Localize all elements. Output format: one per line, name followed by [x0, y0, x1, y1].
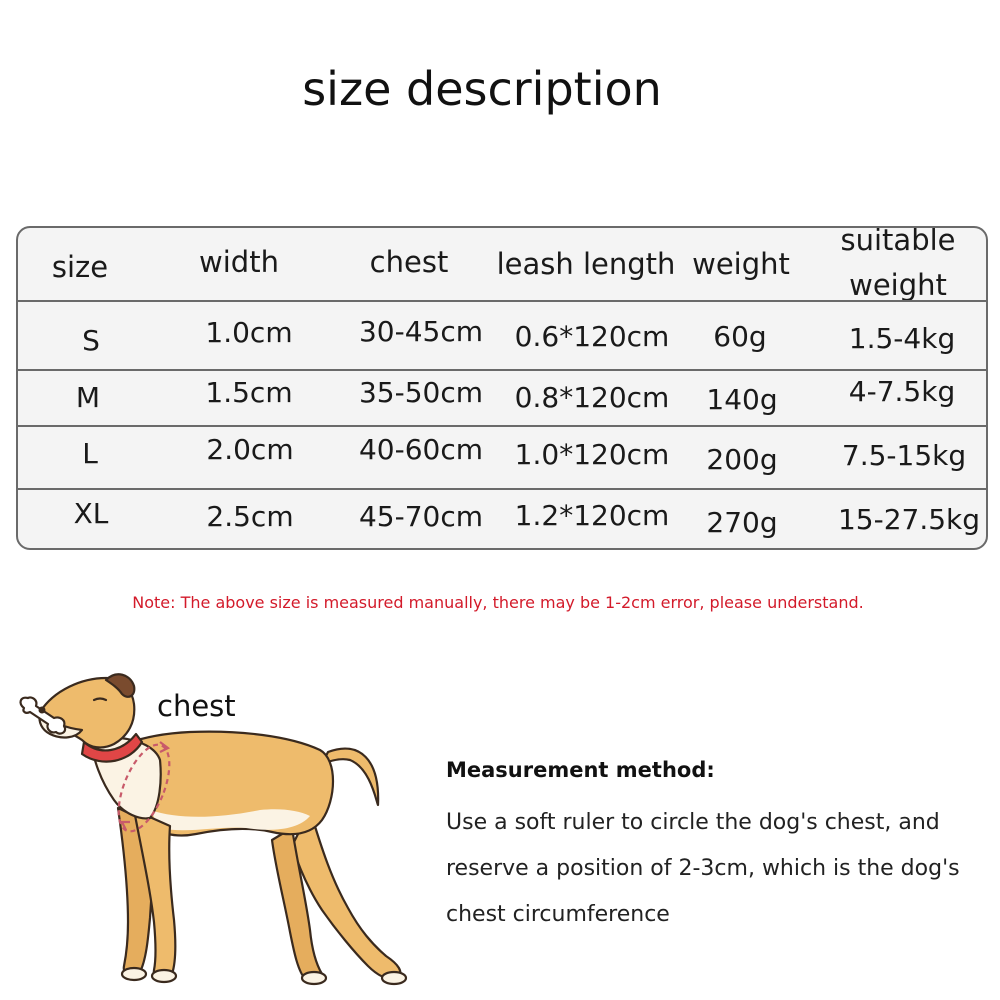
cell-weight: 200g [706, 443, 778, 476]
cell-size: S [82, 324, 100, 357]
cell-size: XL [73, 497, 109, 530]
dog-paw [122, 968, 146, 980]
table-header-row [18, 228, 986, 301]
cell-width: 1.0cm [205, 316, 293, 349]
cell-chest: 35-50cm [358, 376, 484, 409]
method-description: Use a soft ruler to circle the dog's chest, and reserve a position of 2-3cm, which is the dog's chest circumference [446, 810, 960, 927]
cell-width: 1.5cm [205, 376, 293, 409]
cell-size: M [75, 381, 101, 414]
dog-nose [39, 707, 46, 714]
header-suitable: suitable [840, 226, 956, 257]
header-leash-length: leash length [496, 247, 676, 281]
method-title: Measurement method: [446, 758, 715, 782]
cell-suitable-weight: 1.5-4kg [848, 322, 956, 355]
cell-leash-length: 1.2*120cm [514, 499, 670, 532]
header-weight: weight [692, 247, 790, 281]
cell-leash-length: 0.6*120cm [514, 320, 670, 353]
cell-leash-length: 1.0*120cm [514, 438, 670, 471]
cell-chest: 40-60cm [358, 433, 484, 466]
header-width: width [199, 245, 279, 279]
cell-weight: 270g [706, 506, 778, 539]
chest-label: chest [157, 689, 236, 723]
header-size: size [51, 250, 109, 284]
header-suitable-weight: weight [849, 268, 947, 302]
cell-weight: 60g [713, 320, 767, 353]
table-row [18, 490, 986, 550]
cell-chest: 45-70cm [358, 500, 484, 533]
table-row [18, 427, 986, 488]
cell-width: 2.5cm [206, 500, 294, 533]
cell-suitable-weight: 15-27.5kg [837, 503, 981, 536]
dog-paw [152, 970, 176, 982]
cell-weight: 140g [706, 383, 778, 416]
cell-chest: 30-45cm [358, 315, 484, 348]
size-note: Note: The above size is measured manually, there may be 1-2cm error, please understand. [132, 593, 864, 612]
page-title: size description [302, 62, 662, 116]
cell-width: 2.0cm [206, 433, 294, 466]
cell-suitable-weight: 7.5-15kg [841, 439, 967, 472]
cell-size: L [82, 437, 98, 470]
table-row [18, 371, 986, 427]
cell-suitable-weight: 4-7.5kg [848, 375, 956, 408]
table-row [18, 302, 986, 369]
size-table [16, 226, 988, 550]
header-chest: chest [369, 245, 449, 279]
cell-leash-length: 0.8*120cm [514, 381, 670, 414]
dog-paw [382, 972, 406, 984]
dog-paw [302, 972, 326, 984]
